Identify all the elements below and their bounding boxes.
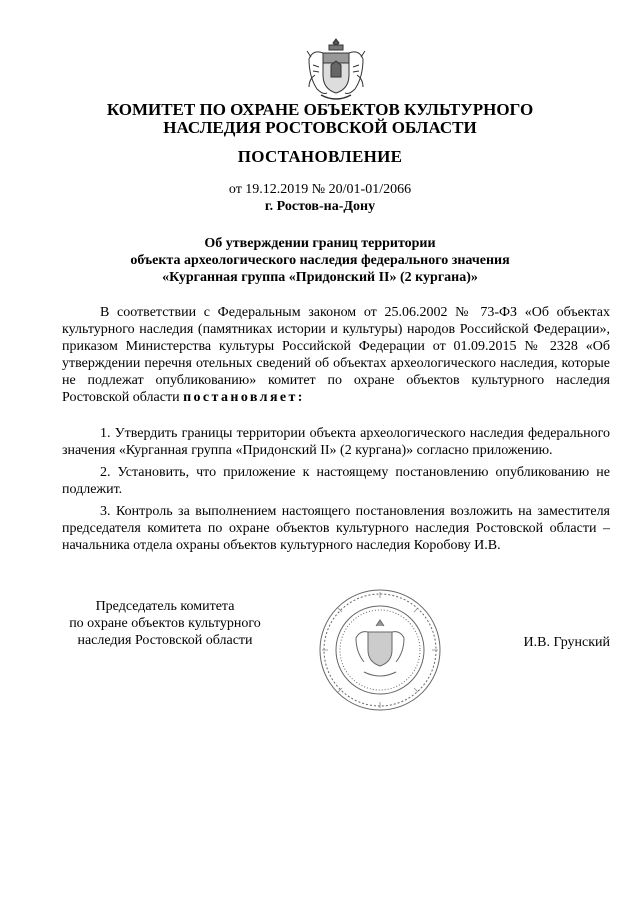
coat-of-arms-icon <box>301 35 371 105</box>
resolves-word: постановляет: <box>183 390 305 405</box>
subject-line-1: Об утверждении границ территории <box>204 236 436 251</box>
position-line-1: Председатель комитета <box>95 599 235 614</box>
preamble-paragraph <box>62 304 610 406</box>
signatory-name: И.В. Грунский <box>523 635 610 650</box>
seal-icon <box>316 586 444 714</box>
position-line-3: наследия Ростовской области <box>77 633 253 648</box>
city: г. Ростов-на-Дону <box>264 199 376 214</box>
subject-line-2: объекта археологического наследия федерального значения <box>130 253 510 268</box>
resolution-items <box>62 425 610 554</box>
resolution-item-1: 1. Утвердить границы территории объекта археологического наследия федерального значения «Курганная группа «Придонский II» (2 кургана)» согласно приложению. <box>62 426 610 458</box>
org-title-line-2: НАСЛЕДИЯ РОСТОВСКОЙ ОБЛАСТИ <box>163 118 477 137</box>
preamble-text: В соответствии с Федеральным законом от 25.06.2002 № 73-ФЗ «Об объектах культурного наследия (памятниках истории и культуры) народов Российской Федерации», приказом Министерства культуры Российской Федерации от 01.09.2015 № 2328 «Об утверждении перечня отельных сведений об объектах археологического наследия, которые не подлежат опубликованию» комитет по охране объектов культурного наследия Ростовской области <box>62 305 610 405</box>
organization-title <box>40 101 600 137</box>
resolution-item-3: 3. Контроль за выполнением настоящего постановления возложить на заместителя председателя комитета по охране объектов культурного наследия Ростовской области – начальника отдела охраны объектов культурного наследия Коробову И.В. <box>62 504 610 553</box>
date-number: от 19.12.2019 № 20/01-01/2066 <box>228 182 412 197</box>
subject-line-3: «Курганная группа «Придонский II» (2 кургана)» <box>162 270 478 285</box>
resolution-item-2: 2. Установить, что приложение к настоящему постановлению опубликованию не подлежит. <box>62 465 610 497</box>
document-type: ПОСТАНОВЛЕНИЕ <box>237 147 403 166</box>
position-line-2: по охране объектов культурного <box>69 616 261 631</box>
document-subject <box>40 235 600 286</box>
org-title-line-1: КОМИТЕТ ПО ОХРАНЕ ОБЪЕКТОВ КУЛЬТУРНОГО <box>106 100 534 119</box>
signatory-position <box>60 598 270 649</box>
